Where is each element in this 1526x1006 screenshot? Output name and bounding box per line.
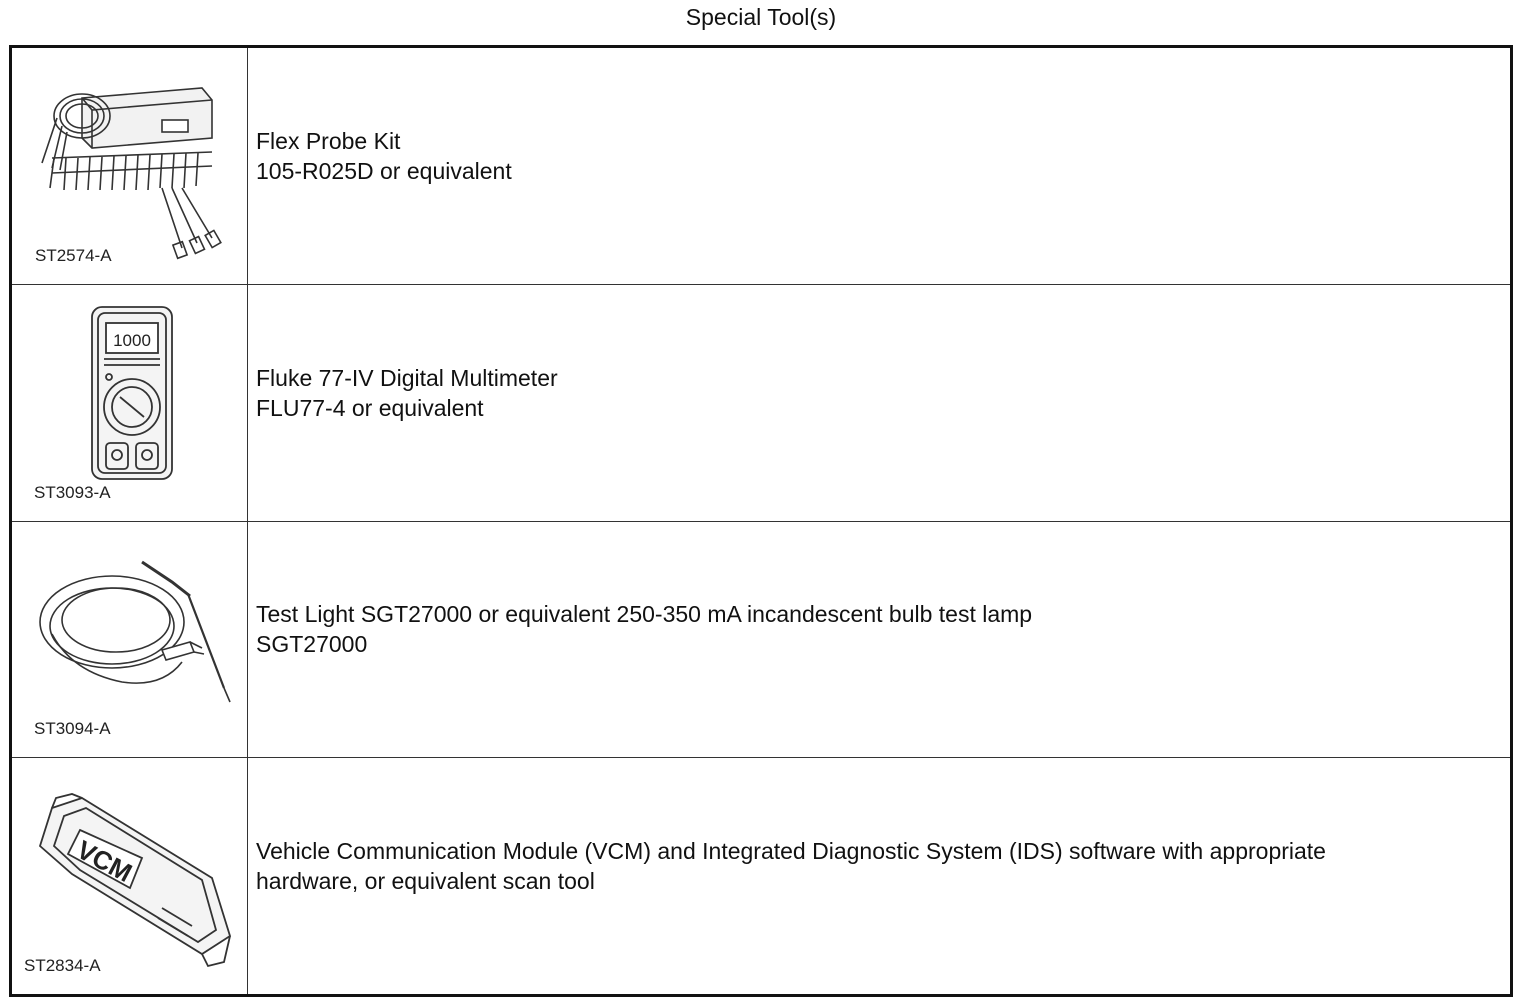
tool-image-code: ST2834-A: [24, 956, 101, 975]
tool-name: Test Light SGT27000 or equivalent 250-350 mA incandescent bulb test lamp: [256, 601, 1033, 628]
tool-image-cell: [12, 758, 248, 994]
tool-part-number: 105-R025D or equivalent: [256, 157, 512, 184]
tool-name: Flex Probe Kit: [256, 127, 401, 154]
tool-name: Fluke 77-IV Digital Multimeter: [256, 364, 558, 391]
tool-description: [248, 522, 1510, 758]
tool-image-cell: [12, 48, 248, 284]
tool-image-code: ST3093-A: [34, 482, 111, 502]
tool-description: [248, 48, 1510, 284]
tool-part-number: SGT27000: [256, 631, 368, 658]
tool-image-code: ST3094-A: [34, 719, 111, 739]
tool-image-code: ST2574-A: [35, 245, 112, 265]
tool-name: Vehicle Communication Module (VCM) and Integrated Diagnostic System (IDS) software with appropriate: [256, 838, 1326, 865]
table-row: [12, 758, 1510, 994]
special-tools-table: [9, 45, 1513, 997]
table-row: [12, 522, 1510, 759]
tool-name-continued: hardware, or equivalent scan tool: [256, 868, 595, 895]
vcm-device-label: VCM: [71, 834, 138, 889]
tool-image-cell: [12, 522, 248, 758]
tool-description: [248, 758, 1510, 994]
table-row: [12, 48, 1510, 285]
tool-description: [248, 285, 1510, 521]
tool-part-number: FLU77-4 or equivalent: [256, 394, 484, 421]
table-row: [12, 285, 1510, 522]
multimeter-display-reading: 1000: [113, 330, 151, 350]
tool-image-cell: [12, 285, 248, 521]
page-title: Special Tool(s): [685, 4, 837, 30]
